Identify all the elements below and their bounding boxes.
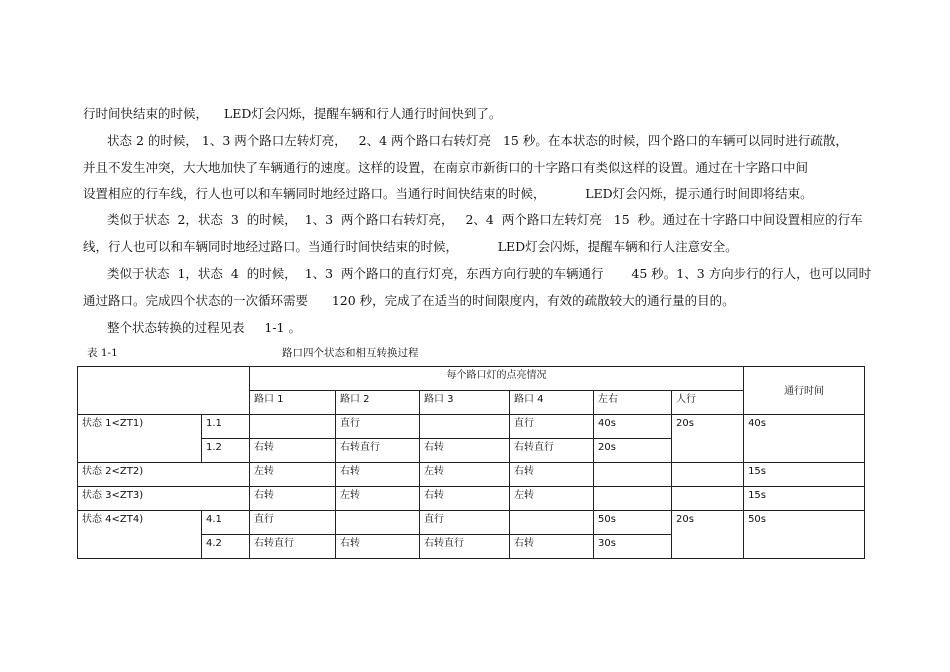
table-cell: 右转直行 (250, 535, 336, 559)
pedestrian-cell: 20s (672, 415, 744, 463)
table-cell (594, 487, 672, 511)
table-cell: 直行 (250, 511, 336, 535)
table-row (78, 463, 865, 487)
table-cell: 30s (594, 535, 672, 559)
table-cell (250, 415, 336, 439)
column-header: 路口 2 (336, 391, 420, 415)
table-cell (510, 511, 594, 535)
table-cell (420, 415, 510, 439)
paragraph-line: 线，行人也可以和车辆同时地经过路口。当通行时间快结束的时候， LED灯会闪烁，提醒车辆和行人注意安全。 (83, 239, 738, 254)
table-cell: 左转 (250, 463, 336, 487)
table-cell: 20s (594, 439, 672, 463)
column-header: 路口 4 (510, 391, 594, 415)
table-cell: 右转直行 (510, 439, 594, 463)
paragraph-line: 设置相应的行车线，行人也可以和车辆同时地经过路口。当通行时间快结束的时候， LED灯会闪烁，提示通行时间即将结束。 (83, 186, 813, 201)
column-header: 人行 (672, 391, 744, 415)
state-cell: 状态 4<ZT4) (78, 511, 202, 559)
substate-cell: 4.2 (202, 535, 250, 559)
table-cell: 左转 (336, 487, 420, 511)
time-cell: 15s (744, 463, 865, 487)
table-row (78, 415, 865, 439)
paragraph-line: 状态 2 的时候， 1、3 两个路口左转灯亮， 2、4 两个路口右转灯亮 15 秒。在本状态的时候，四个路口的车辆可以同时进行疏散， (107, 133, 848, 148)
state-table (77, 366, 865, 559)
table-cell: 右转 (250, 439, 336, 463)
substate-cell: 1.2 (202, 439, 250, 463)
table-cell (336, 511, 420, 535)
header-empty-cell (78, 367, 250, 415)
time-cell: 40s (744, 415, 865, 463)
table-cell: 左转 (510, 487, 594, 511)
paragraph-line: 行时间快结束的时候， LED灯会闪烁，提醒车辆和行人通行时间快到了。 (83, 106, 502, 121)
column-header: 路口 3 (420, 391, 510, 415)
table-cell: 40s (594, 415, 672, 439)
table-row (78, 511, 865, 535)
table-cell: 右转 (250, 487, 336, 511)
paragraph-line: 类似于状态 1，状态 4 的时候， 1、3 两个路口的直行灯亮，东西方向行驶的车辆通行 45 秒。1、3 方向步行的行人，也可以同时 (107, 266, 872, 281)
table-cell: 左转 (420, 463, 510, 487)
paragraph-line: 通过路口。完成四个状态的一次循环需要 120 秒，完成了在适当的时间限度内，有效的疏散较大的通行量的目的。 (83, 293, 735, 308)
substate-cell: 4.1 (202, 511, 250, 535)
table-cell: 右转 (510, 463, 594, 487)
table-cell: 右转 (336, 535, 420, 559)
table-cell: 右转直行 (420, 535, 510, 559)
state-cell: 状态 3<ZT3) (78, 487, 250, 511)
column-header: 路口 1 (250, 391, 336, 415)
table-header-row (78, 367, 865, 391)
table-cell: 直行 (510, 415, 594, 439)
paragraph-line: 类似于状态 2，状态 3 的时候， 1、3 两个路口右转灯亮， 2、4 两个路口左转灯亮 15 秒。通过在十字路口中间设置相应的行车 (107, 212, 863, 227)
table-row (78, 487, 865, 511)
table-cell (672, 463, 744, 487)
paragraph-line: 并且不发生冲突，大大地加快了车辆通行的速度。这样的设置，在南京市新街口的十字路口有类似这样的设置。通过在十字路口中间 (83, 160, 809, 175)
table-cell (672, 487, 744, 511)
table-title: 路口四个状态和相互转换过程 (282, 347, 419, 359)
time-cell: 50s (744, 511, 865, 559)
table-cell: 右转直行 (336, 439, 420, 463)
pedestrian-cell: 20s (672, 511, 744, 559)
header-group-cell: 每个路口灯的点亮情况 (250, 367, 744, 391)
state-cell: 状态 2<ZT2) (78, 463, 250, 487)
table-cell: 右转 (510, 535, 594, 559)
table-cell: 右转 (420, 439, 510, 463)
table-cell: 右转 (336, 463, 420, 487)
table-cell (594, 463, 672, 487)
column-header: 左右 (594, 391, 672, 415)
table-cell: 直行 (420, 511, 510, 535)
header-time-cell: 通行时间 (744, 367, 865, 415)
table-cell: 右转 (420, 487, 510, 511)
table-label: 表 1-1 (87, 347, 118, 359)
paragraph-line: 整个状态转换的过程见表 1-1 。 (107, 320, 301, 335)
time-cell: 15s (744, 487, 865, 511)
state-cell: 状态 1<ZT1) (78, 415, 202, 463)
substate-cell: 1.1 (202, 415, 250, 439)
table-cell: 50s (594, 511, 672, 535)
table-cell: 直行 (336, 415, 420, 439)
